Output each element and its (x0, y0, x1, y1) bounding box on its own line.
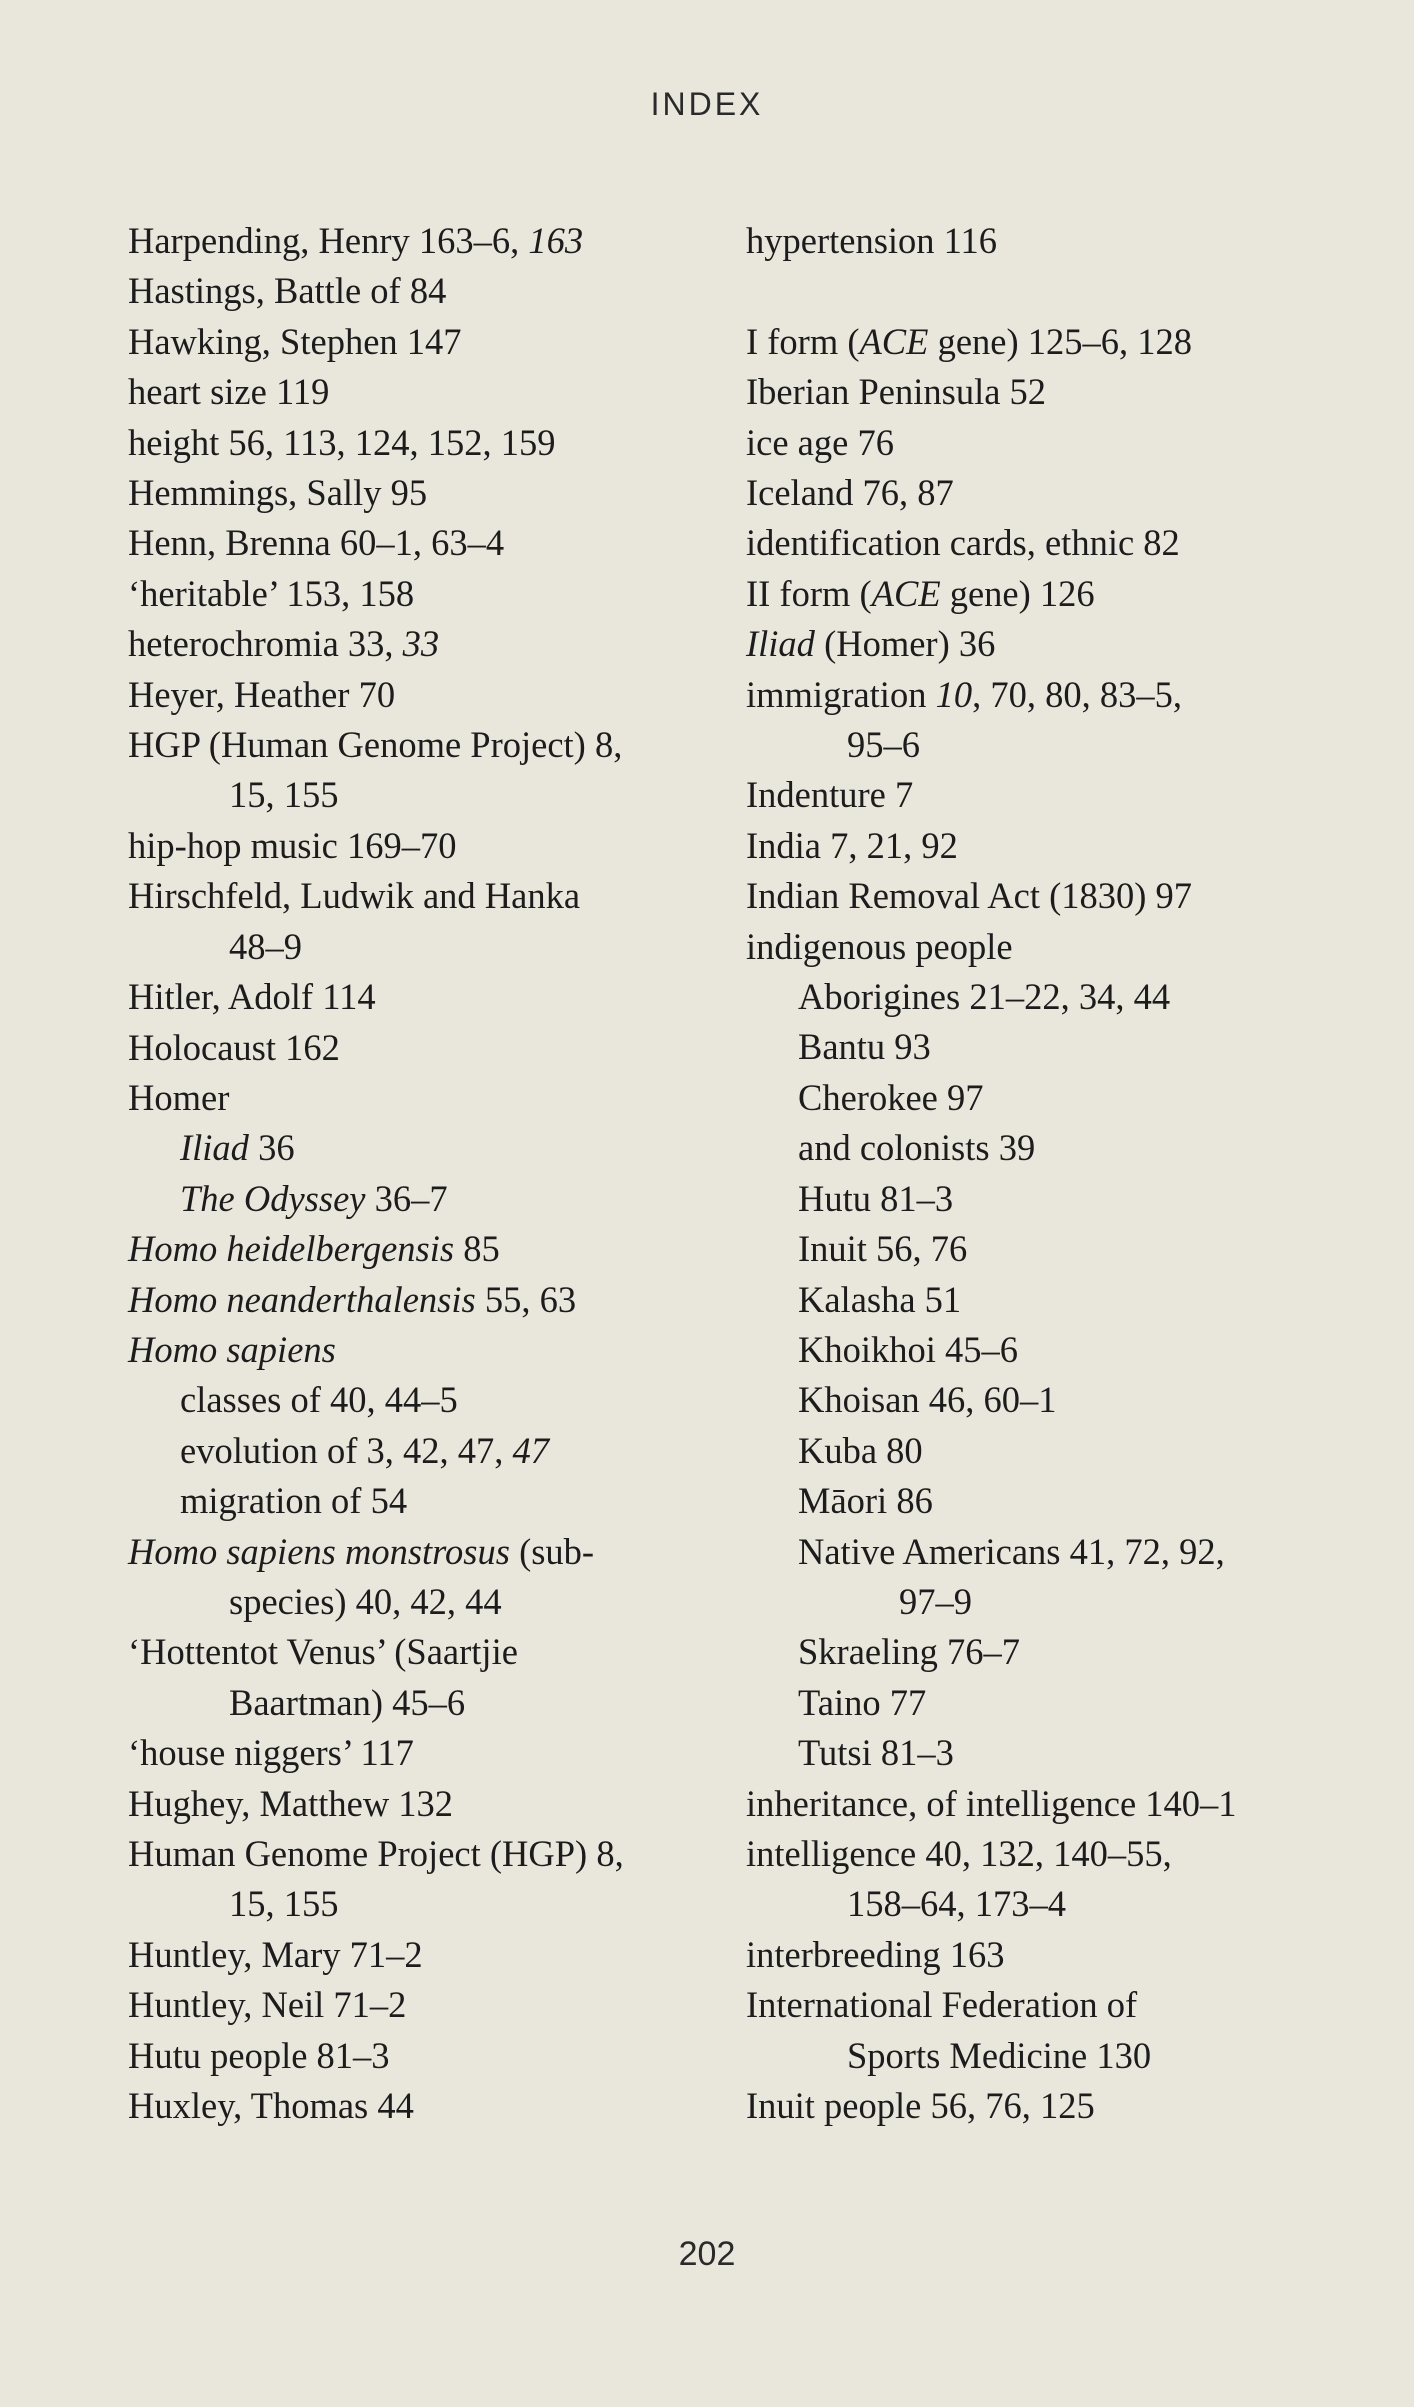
index-entry (746, 871, 1366, 921)
entry-text: Hughey, Matthew 132 (128, 1782, 454, 1824)
index-subentry (746, 1275, 1366, 1325)
entry-text: Inuit 56, 76 (798, 1228, 968, 1270)
entry-text: Huntley, Neil 71–2 (128, 1984, 407, 2026)
index-entry (128, 317, 708, 367)
entry-text: Hastings, Battle of 84 (128, 270, 447, 312)
italic-text: Iliad (746, 623, 815, 665)
entry-text: Hitler, Adolf 114 (128, 976, 376, 1018)
page-header: INDEX (650, 86, 764, 122)
italic-text: Homo sapiens monstrosus (128, 1530, 510, 1572)
entry-text: heterochromia 33, (128, 623, 403, 665)
index-entry (746, 1980, 1366, 2081)
index-entry (746, 670, 1366, 771)
entry-text: 55, 63 (475, 1278, 577, 1320)
entry-text: Kuba 80 (798, 1429, 923, 1471)
index-entry (746, 518, 1366, 568)
entry-text: Indian Removal Act (1830) 97 (746, 875, 1193, 917)
entry-text: Hirschfeld, Ludwik and Hanka (128, 875, 581, 917)
index-entry (746, 468, 1366, 518)
index-subentry (746, 1678, 1366, 1728)
index-subentry (128, 1426, 708, 1476)
entry-text: Huntley, Mary 71–2 (128, 1933, 423, 1975)
index-subentry (746, 1476, 1366, 1526)
entry-text: ‘heritable’ 153, 158 (128, 572, 415, 614)
index-entry (128, 720, 708, 821)
entry-text: Hemmings, Sally 95 (128, 472, 428, 514)
entry-text: Iberian Peninsula 52 (746, 371, 1047, 413)
entry-text: Skraeling 76–7 (798, 1631, 1021, 1673)
index-entry (746, 1829, 1366, 1930)
entry-text: heart size 119 (128, 371, 330, 413)
entry-text: gene) 126 (940, 572, 1095, 614)
entry-text: Bantu 93 (798, 1026, 931, 1068)
entry-text: ‘Hottentot Venus’ (Saartjie (128, 1631, 518, 1673)
index-entry (128, 367, 708, 417)
entry-text: (sub- (509, 1530, 595, 1572)
index-subentry (746, 1123, 1366, 1173)
index-entry (128, 670, 708, 720)
entry-text: 36–7 (365, 1177, 448, 1219)
index-entry (128, 1627, 708, 1728)
entry-text: HGP (Human Genome Project) 8, (128, 724, 623, 766)
index-entry (128, 418, 708, 468)
entry-text: 95–6 (847, 724, 920, 766)
entry-text: Khoikhoi 45–6 (798, 1328, 1019, 1370)
index-entry (128, 1325, 708, 1375)
entry-text: ice age 76 (746, 421, 894, 463)
index-subentry (746, 1426, 1366, 1476)
index-entry (128, 1224, 708, 1274)
index-entry (128, 216, 708, 266)
index-subentry (746, 972, 1366, 1022)
index-entry (128, 1930, 708, 1980)
entry-text: Huxley, Thomas 44 (128, 2085, 414, 2127)
index-subentry (746, 1728, 1366, 1778)
entry-text: Holocaust 162 (128, 1026, 340, 1068)
index-entry (746, 418, 1366, 468)
entry-text: Taino 77 (798, 1681, 927, 1723)
entry-text: ‘house niggers’ 117 (128, 1732, 414, 1774)
entry-text: classes of 40, 44–5 (180, 1379, 458, 1421)
entry-text: (Homer) 36 (814, 623, 996, 665)
index-entry (128, 1527, 708, 1628)
entry-text: Indenture 7 (746, 774, 914, 816)
index-subentry (128, 1174, 708, 1224)
entry-text: Hawking, Stephen 147 (128, 320, 462, 362)
index-entry (128, 518, 708, 568)
index-entry (128, 2031, 708, 2081)
entry-text: height 56, 113, 124, 152, 159 (128, 421, 556, 463)
italic-text: 33 (402, 623, 440, 665)
index-entry (128, 1275, 708, 1325)
italic-text: 10 (935, 673, 973, 715)
entry-text: 15, 155 (229, 774, 339, 816)
entry-text: International Federation of (746, 1984, 1138, 2026)
italic-text: 163 (528, 220, 584, 261)
entry-text: Hutu people 81–3 (128, 2034, 390, 2076)
index-entry (128, 1728, 708, 1778)
index-subentry (128, 1123, 708, 1173)
index-entry (128, 1073, 708, 1123)
index-entry (128, 1023, 708, 1073)
index-entry (128, 821, 708, 871)
entry-text: Hutu 81–3 (798, 1177, 954, 1219)
entry-text: 36 (248, 1127, 295, 1169)
index-entry (746, 619, 1366, 669)
italic-text: The Odyssey (180, 1177, 366, 1219)
entry-text: inheritance, of intelligence 140–1 (746, 1782, 1237, 1824)
entry-text: hypertension 116 (746, 220, 998, 261)
entry-text: and colonists 39 (798, 1127, 1036, 1169)
entry-text: Harpending, Henry 163–6, (128, 220, 529, 261)
entry-text: Māori 86 (798, 1480, 933, 1522)
index-subentry (746, 1325, 1366, 1375)
entry-text: Baartman) 45–6 (229, 1681, 466, 1723)
index-entry (746, 569, 1366, 619)
entry-text: species) 40, 42, 44 (229, 1580, 502, 1622)
entry-text: Native Americans 41, 72, 92, (798, 1530, 1225, 1572)
italic-text: Homo sapiens (128, 1328, 336, 1370)
index-entry (746, 2081, 1366, 2131)
entry-text: indigenous people (746, 925, 1013, 967)
index-subentry (746, 1224, 1366, 1274)
index-subentry (128, 1476, 708, 1526)
index-entry (128, 468, 708, 518)
entry-text: Tutsi 81–3 (798, 1732, 954, 1774)
entry-text: 48–9 (229, 925, 302, 967)
index-entry (128, 266, 708, 316)
entry-text: Henn, Brenna 60–1, 63–4 (128, 522, 505, 564)
index-entry (128, 569, 708, 619)
italic-text: Homo heidelbergensis (128, 1228, 455, 1270)
entry-text: 85 (454, 1228, 500, 1270)
index-column-left (128, 216, 708, 2131)
italic-text: Iliad (180, 1127, 249, 1169)
index-entry (128, 871, 708, 972)
italic-text: 47 (512, 1429, 550, 1471)
entry-text: gene) 125–6, 128 (928, 320, 1193, 362)
italic-text: ACE (871, 572, 941, 614)
entry-text: evolution of 3, 42, 47, (180, 1429, 513, 1471)
index-entry (128, 2081, 708, 2131)
entry-text: Homer (128, 1076, 230, 1118)
index-entry (128, 1980, 708, 2030)
index-subentry (746, 1375, 1366, 1425)
entry-text: hip-hop music 169–70 (128, 824, 457, 866)
index-subentry (746, 1073, 1366, 1123)
index-subentry (746, 1627, 1366, 1677)
entry-text: Cherokee 97 (798, 1076, 984, 1118)
entry-text: 97–9 (899, 1580, 972, 1622)
entry-text: Human Genome Project (HGP) 8, (128, 1833, 624, 1874)
index-entry (128, 619, 708, 669)
index-subentry (746, 1022, 1366, 1072)
entry-text: migration of 54 (180, 1480, 408, 1522)
index-entry (746, 317, 1366, 367)
entry-text: interbreeding 163 (746, 1933, 1005, 1975)
page-number: 202 (678, 2235, 736, 2273)
entry-text: Iceland 76, 87 (746, 472, 954, 514)
entry-text: Sports Medicine 130 (847, 2034, 1152, 2076)
index-entry (128, 1829, 708, 1930)
index-entry (128, 1779, 708, 1829)
index-entry (128, 972, 708, 1022)
index-entry (746, 1930, 1366, 1980)
entry-text: Inuit people 56, 76, 125 (746, 2085, 1095, 2127)
entry-text: Heyer, Heather 70 (128, 673, 396, 715)
entry-text: intelligence 40, 132, 140–55, (746, 1832, 1172, 1874)
index-entry (746, 367, 1366, 417)
index-subentry (746, 1527, 1366, 1628)
italic-text: Homo neanderthalensis (128, 1278, 476, 1320)
entry-text: 158–64, 173–4 (847, 1883, 1066, 1925)
index-entry (746, 821, 1366, 871)
entry-text: Kalasha 51 (798, 1278, 962, 1320)
index-subentry (128, 1375, 708, 1425)
entry-text: 15, 155 (229, 1883, 339, 1925)
entry-text: immigration (746, 673, 936, 715)
entry-text: I form ( (746, 320, 860, 362)
index-entry (746, 922, 1366, 972)
entry-text: identification cards, ethnic 82 (746, 522, 1180, 564)
index-entry (746, 770, 1366, 820)
italic-text: ACE (859, 320, 929, 362)
index-entry (746, 216, 1366, 266)
entry-text: Khoisan 46, 60–1 (798, 1379, 1057, 1421)
index-column-right (746, 216, 1366, 2131)
entry-text: India 7, 21, 92 (746, 824, 958, 866)
entry-text: Aborigines 21–22, 34, 44 (798, 976, 1171, 1018)
index-entry (746, 1779, 1366, 1829)
entry-text: II form ( (746, 572, 872, 614)
index-subentry (746, 1174, 1366, 1224)
entry-text: , 70, 80, 83–5, (972, 673, 1182, 715)
